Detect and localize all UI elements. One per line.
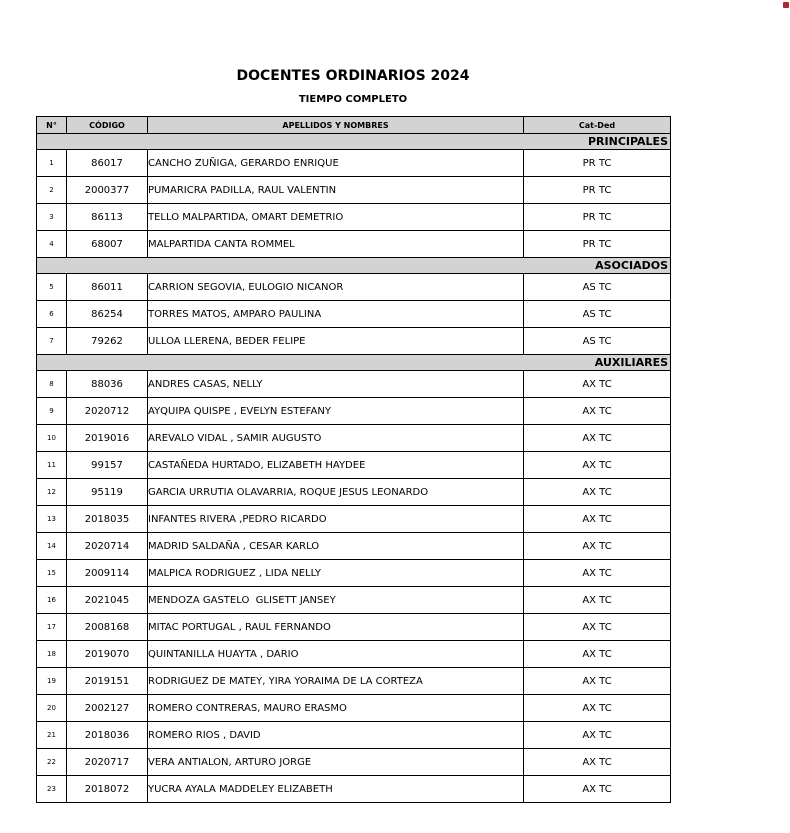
- cell-codigo: 2019016: [67, 425, 148, 452]
- cell-codigo: 95119: [67, 479, 148, 506]
- table-row: [37, 668, 671, 695]
- section-band-label: AUXILIARES: [37, 355, 671, 371]
- cell-nombre: TELLO MALPARTIDA, OMART DEMETRIO: [148, 204, 524, 231]
- cell-codigo: 2018072: [67, 776, 148, 803]
- table-row: [37, 695, 671, 722]
- cell-codigo: 2018035: [67, 506, 148, 533]
- section-band: [37, 134, 671, 150]
- cell-catded: AS TC: [524, 328, 671, 355]
- cell-nombre: GARCIA URRUTIA OLAVARRIA, ROQUE JESUS LEONARDO: [148, 479, 524, 506]
- cell-codigo: 86011: [67, 274, 148, 301]
- docentes-table-body: [37, 134, 671, 803]
- table-row: [37, 479, 671, 506]
- cell-numero: 21: [37, 722, 67, 749]
- cell-catded: PR TC: [524, 204, 671, 231]
- cell-catded: AX TC: [524, 722, 671, 749]
- cell-numero: 7: [37, 328, 67, 355]
- table-header-row: [37, 117, 671, 134]
- table-row: [37, 506, 671, 533]
- table-row: [37, 328, 671, 355]
- cell-codigo: 99157: [67, 452, 148, 479]
- cell-codigo: 86017: [67, 150, 148, 177]
- cell-numero: 16: [37, 587, 67, 614]
- cell-codigo: 86113: [67, 204, 148, 231]
- cell-catded: AX TC: [524, 506, 671, 533]
- section-band: [37, 258, 671, 274]
- cell-nombre: ANDRES CASAS, NELLY: [148, 371, 524, 398]
- cell-nombre: PUMARICRA PADILLA, RAUL VALENTIN: [148, 177, 524, 204]
- cell-codigo: 2019070: [67, 641, 148, 668]
- cell-catded: AX TC: [524, 371, 671, 398]
- page-title: DOCENTES ORDINARIOS 2024: [236, 68, 470, 84]
- cell-catded: AX TC: [524, 452, 671, 479]
- cell-codigo: 2018036: [67, 722, 148, 749]
- cell-nombre: RODRIGUEZ DE MATEY, YIRA YORAIMA DE LA CORTEZA: [148, 668, 524, 695]
- cell-catded: AX TC: [524, 533, 671, 560]
- cell-numero: 8: [37, 371, 67, 398]
- cell-catded: PR TC: [524, 177, 671, 204]
- cell-codigo: 79262: [67, 328, 148, 355]
- section-band: [37, 355, 671, 371]
- cell-nombre: QUINTANILLA HUAYTA , DARIO: [148, 641, 524, 668]
- cell-catded: AX TC: [524, 695, 671, 722]
- table-row: [37, 452, 671, 479]
- cell-codigo: 88036: [67, 371, 148, 398]
- cell-catded: AS TC: [524, 301, 671, 328]
- header-cell-codigo: CÓDIGO: [67, 117, 148, 134]
- table-row: [37, 533, 671, 560]
- cell-numero: 19: [37, 668, 67, 695]
- cell-codigo: 2020717: [67, 749, 148, 776]
- cell-numero: 15: [37, 560, 67, 587]
- section-band-label: ASOCIADOS: [37, 258, 671, 274]
- cell-catded: AX TC: [524, 776, 671, 803]
- table-row: [37, 776, 671, 803]
- table-row: [37, 150, 671, 177]
- cell-numero: 14: [37, 533, 67, 560]
- cell-numero: 1: [37, 150, 67, 177]
- cell-catded: AX TC: [524, 479, 671, 506]
- cell-numero: 9: [37, 398, 67, 425]
- cell-numero: 10: [37, 425, 67, 452]
- cell-nombre: CANCHO ZUÑIGA, GERARDO ENRIQUE: [148, 150, 524, 177]
- cell-nombre: ULLOA LLERENA, BEDER FELIPE: [148, 328, 524, 355]
- table-row: [37, 301, 671, 328]
- cell-numero: 13: [37, 506, 67, 533]
- cell-codigo: 68007: [67, 231, 148, 258]
- table-row: [37, 204, 671, 231]
- cell-numero: 3: [37, 204, 67, 231]
- cell-numero: 17: [37, 614, 67, 641]
- table-row: [37, 274, 671, 301]
- cell-codigo: 2002127: [67, 695, 148, 722]
- cell-nombre: ROMERO CONTRERAS, MAURO ERASMO: [148, 695, 524, 722]
- cell-codigo: 2019151: [67, 668, 148, 695]
- table-row: [37, 614, 671, 641]
- cell-nombre: INFANTES RIVERA ,PEDRO RICARDO: [148, 506, 524, 533]
- cell-numero: 5: [37, 274, 67, 301]
- cell-nombre: CARRION SEGOVIA, EULOGIO NICANOR: [148, 274, 524, 301]
- cell-catded: AX TC: [524, 560, 671, 587]
- cell-nombre: AYQUIPA QUISPE , EVELYN ESTEFANY: [148, 398, 524, 425]
- cell-codigo: 2000377: [67, 177, 148, 204]
- header-cell-catded: Cat-Ded: [524, 117, 671, 134]
- table-row: [37, 587, 671, 614]
- cell-codigo: 2021045: [67, 587, 148, 614]
- cell-catded: AX TC: [524, 641, 671, 668]
- cell-codigo: 2008168: [67, 614, 148, 641]
- cell-nombre: ROMERO RIOS , DAVID: [148, 722, 524, 749]
- cell-numero: 12: [37, 479, 67, 506]
- cell-numero: 23: [37, 776, 67, 803]
- cell-nombre: YUCRA AYALA MADDELEY ELIZABETH: [148, 776, 524, 803]
- cell-catded: AX TC: [524, 587, 671, 614]
- cell-numero: 2: [37, 177, 67, 204]
- red-dot-marker: [783, 2, 789, 8]
- cell-codigo: 2009114: [67, 560, 148, 587]
- cell-nombre: MITAC PORTUGAL , RAUL FERNANDO: [148, 614, 524, 641]
- cell-numero: 4: [37, 231, 67, 258]
- cell-numero: 11: [37, 452, 67, 479]
- cell-catded: AX TC: [524, 749, 671, 776]
- cell-codigo: 86254: [67, 301, 148, 328]
- table-row: [37, 425, 671, 452]
- cell-nombre: TORRES MATOS, AMPARO PAULINA: [148, 301, 524, 328]
- table-row: [37, 371, 671, 398]
- table-row: [37, 749, 671, 776]
- cell-numero: 20: [37, 695, 67, 722]
- cell-catded: AX TC: [524, 614, 671, 641]
- table-row: [37, 398, 671, 425]
- cell-nombre: MENDOZA GASTELO GLISETT JANSEY: [148, 587, 524, 614]
- cell-catded: AX TC: [524, 425, 671, 452]
- table-row: [37, 231, 671, 258]
- header-cell-apellidos: APELLIDOS Y NOMBRES: [148, 117, 524, 134]
- cell-numero: 6: [37, 301, 67, 328]
- cell-nombre: MALPARTIDA CANTA ROMMEL: [148, 231, 524, 258]
- cell-catded: AX TC: [524, 398, 671, 425]
- cell-nombre: AREVALO VIDAL , SAMIR AUGUSTO: [148, 425, 524, 452]
- header-cell-numero: N°: [37, 117, 67, 134]
- cell-codigo: 2020714: [67, 533, 148, 560]
- docentes-table: [36, 116, 671, 803]
- table-row: [37, 722, 671, 749]
- cell-nombre: MALPICA RODRIGUEZ , LIDA NELLY: [148, 560, 524, 587]
- table-row: [37, 560, 671, 587]
- page-subtitle: TIEMPO COMPLETO: [298, 94, 408, 105]
- cell-catded: AS TC: [524, 274, 671, 301]
- cell-numero: 22: [37, 749, 67, 776]
- cell-nombre: VERA ANTIALON, ARTURO JORGE: [148, 749, 524, 776]
- cell-numero: 18: [37, 641, 67, 668]
- cell-catded: PR TC: [524, 150, 671, 177]
- table-row: [37, 177, 671, 204]
- cell-catded: AX TC: [524, 668, 671, 695]
- section-band-label: PRINCIPALES: [37, 134, 671, 150]
- cell-nombre: CASTAÑEDA HURTADO, ELIZABETH HAYDEE: [148, 452, 524, 479]
- table-row: [37, 641, 671, 668]
- cell-codigo: 2020712: [67, 398, 148, 425]
- cell-catded: PR TC: [524, 231, 671, 258]
- cell-nombre: MADRID SALDAÑA , CESAR KARLO: [148, 533, 524, 560]
